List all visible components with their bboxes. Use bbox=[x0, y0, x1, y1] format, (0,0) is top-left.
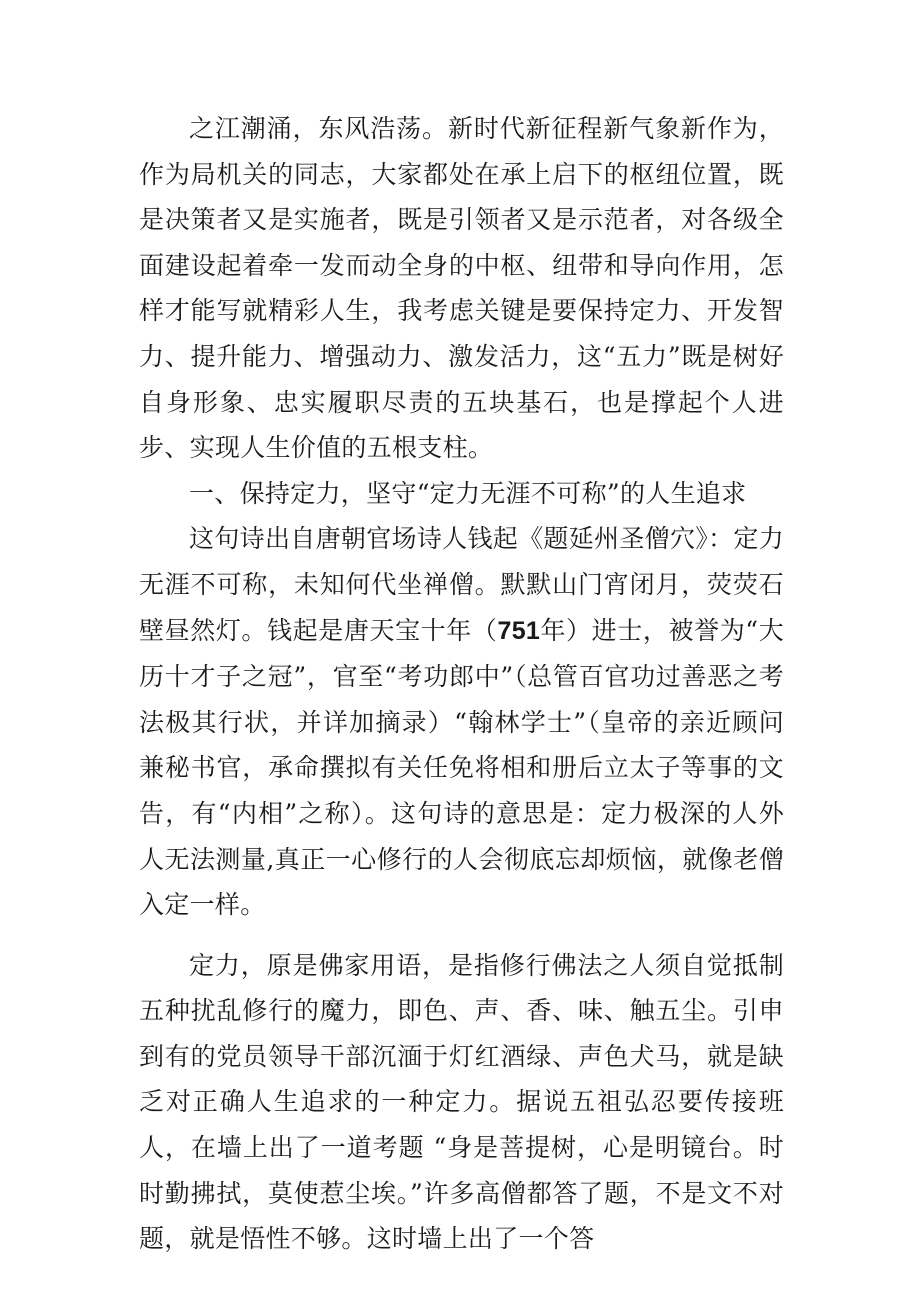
paragraph-poem-origin bbox=[139, 516, 784, 927]
section-heading: 一、保持定力，坚守“定力无涯不可称”的人生追求 bbox=[189, 478, 747, 508]
paragraph-intro: 之江潮涌，东风浩荡。新时代新征程新气象新作为，作为局机关的同志，大家都处在承上启下的枢纽位置，既是决策者又是实施者，既是引领者又是示范者，对各级全面建设起着牵一发而动全身的中枢、纽带和导向作用，怎样才能写就精彩人生，我考虑关键是要保持定力、开发智力、提升能力、增强动力、激发活力，这“五力”既是树好自身形象、忠实履职尽责的五块基石，也是撑起个人进步、实现人生价值的五根支柱。 bbox=[139, 114, 784, 463]
year-number: 751 bbox=[497, 616, 541, 645]
document-body bbox=[139, 106, 784, 1262]
paragraph-poem-origin-part1: 这句诗出自唐朝官场诗人钱起《题延州圣僧穴》：定力无涯不可称，未知何代坐禅僧。默默山门宵闭月，荧荧石壁昼然灯。钱起是唐天宝十年（ bbox=[139, 524, 784, 645]
paragraph-dingli-meaning: 定力，原是佛家用语，是指修行佛法之人须自觉抵制五种扰乱修行的魔力，即色、声、香、味、触五尘。引申到有的党员领导干部沉湎于灯红酒绿、声色犬马，就是缺乏对正确人生追求的一种定力。据说五祖弘忍要传接班人，在墙上出了一道考题 “身是菩提树，心是明镜台。时时勤拂拭，莫使惹尘埃。”许多高僧都答了题，不是文不对题，就是悟性不够。这时墙上出了一个答 bbox=[139, 950, 784, 1254]
paragraph-poem-origin-part2: 年）进士，被誉为“大历十才子之冠”，官至“考功郎中”（总管百官功过善恶之考法极其行状，并详加摘录）“翰林学士”（皇帝的亲近顾问兼秘书官，承命撰拟有关任免将相和册后立太子等事的文告，有“内相”之称）。这句诗的意思是：定力极深的人外人无法测量,真正一心修行的人会彻底忘却烦恼，就像老僧入定一样。 bbox=[139, 615, 784, 920]
